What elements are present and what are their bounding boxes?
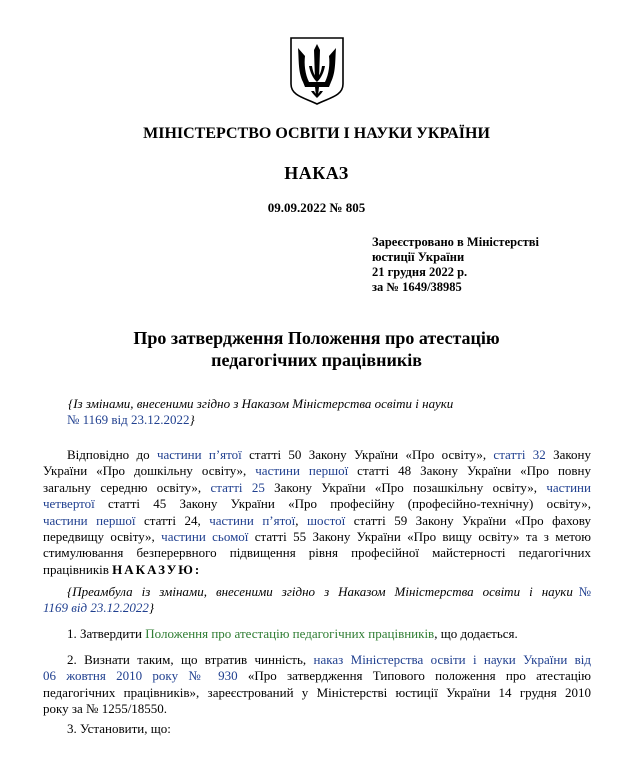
amendment-note [68, 396, 588, 429]
law-link[interactable]: статті 32 [493, 447, 546, 462]
document-title [0, 327, 633, 371]
prior-order-link[interactable]: наказ Міністерства освіти і науки України від [313, 652, 591, 667]
order-word: НАКАЗУЮ: [112, 561, 202, 577]
amendment-link[interactable]: 1169 від 23.12.2022 [43, 600, 149, 616]
amendment-text: } [189, 412, 195, 428]
amendment-note [43, 584, 591, 617]
registration-line: за № 1649/38985 [372, 280, 462, 294]
item-line: 2. Визнати таким, що втратив чинність, наказ Міністерства освіти і науки України від [67, 652, 591, 667]
registration-line: юстиції України [372, 250, 465, 264]
amendment-text: {Із змінами, внесеними згідно з Наказом Міністерства освіти і науки [68, 396, 454, 411]
preamble-line: частини першої статті 24, частини п’ятої, шостої статті 59 Закону України «Про фахову [43, 512, 591, 528]
item-line: 06 жовтня 2010 року № 930 «Про затвердження Типового положення про атестацію [43, 668, 591, 684]
amendment-link[interactable]: № [572, 584, 591, 599]
preamble-line: четвертої статті 45 Закону України «Про професійну (професійно-технічну) освіту», [43, 496, 591, 512]
law-link[interactable]: частини [546, 479, 591, 495]
preamble [43, 447, 591, 578]
preamble-line: загальну середню освіту», статті 25 Закону України «Про позашкільну освіту», частини [43, 479, 591, 495]
registration-line: Зареєстровано в Міністерстві [372, 235, 539, 249]
law-link[interactable]: частини п’ятої [156, 447, 242, 462]
coat-of-arms-emblem [289, 36, 345, 106]
registration-note [372, 235, 539, 295]
amendment-line: 1169 від 23.12.2022} [43, 600, 155, 616]
preamble-line: працівників НАКАЗУЮ: [43, 561, 202, 577]
regulation-link[interactable]: Положення про атестацію педагогічних працівників [145, 626, 435, 641]
law-link[interactable]: шостої [306, 512, 346, 528]
item-line: року за № 1255/18550. [43, 701, 168, 717]
law-link[interactable]: частини сьомої [161, 528, 249, 544]
preamble-line: стимулювання безперервного підвищення рівня професійної майстерності педагогічних [43, 545, 591, 561]
order-item-3: 3. Установити, що: [67, 721, 171, 736]
law-link[interactable]: четвертої [43, 496, 95, 512]
trident-icon [289, 36, 345, 106]
preamble-line: України «Про дошкільну освіту», частини першої статті 48 Закону України «Про повну [43, 463, 591, 479]
title-line: Про затвердження Положення про атестацію [133, 328, 500, 348]
order-item-1: 1. Затвердити Положення про атестацію педагогічних працівників, що додається. [67, 626, 518, 641]
amendment-line: {Преамбула із змінами, внесеними згідно з Наказом Міністерства освіти і науки№ [67, 584, 591, 599]
prior-order-link[interactable]: 06 жовтня 2010 року № 930 [43, 668, 238, 684]
amendment-link[interactable]: № 1169 від 23.12.2022 [67, 412, 190, 428]
preamble-line: Відповідно до частини п’ятої статті 50 Закону України «Про освіту», статті 32 Закону [67, 447, 591, 462]
title-line: педагогічних працівників [211, 350, 422, 370]
law-link[interactable]: частини п’ятої [209, 512, 296, 528]
order-item-2 [43, 652, 591, 718]
preamble-line: передвищу освіту», частини сьомої статті 55 Закону України «Про вищу освіту» та з метою [43, 528, 591, 544]
registration-line: 21 грудня 2022 р. [372, 265, 468, 279]
law-link[interactable]: статті 25 [210, 479, 265, 495]
law-link[interactable]: частини першої [255, 463, 349, 479]
law-link[interactable]: частини першої [43, 512, 136, 528]
document-type: НАКАЗ [284, 163, 349, 183]
item-line: педагогічних працівників», зареєстрований у Міністерстві юстиції України 14 грудня 2010 [43, 684, 591, 700]
order-date-number: 09.09.2022 № 805 [267, 200, 366, 215]
ministry-name: МІНІСТЕРСТВО ОСВІТИ І НАУКИ УКРАЇНИ [143, 125, 490, 142]
